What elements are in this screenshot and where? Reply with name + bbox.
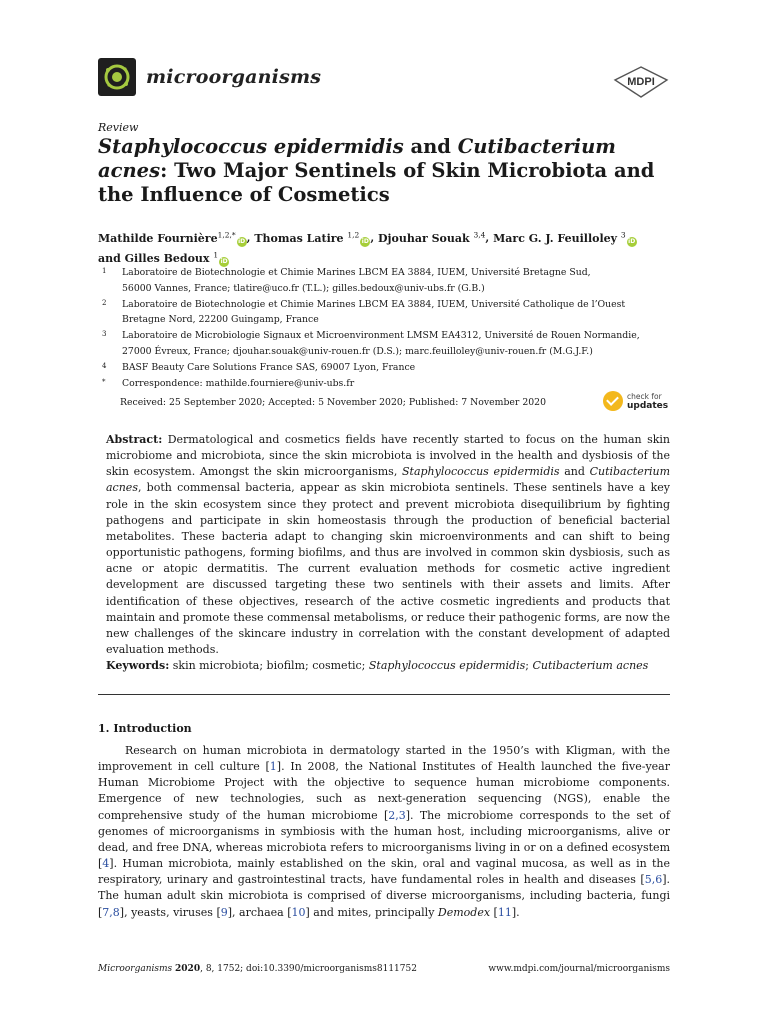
affiliations bbox=[102, 265, 682, 391]
journal-header bbox=[98, 58, 321, 96]
title-species-1: Staphylococcus epidermidis bbox=[98, 135, 404, 158]
author-list: Mathilde Fournière$^{1,2,*}$iD, Thomas Latire $^{1,2}$iD, Djouhar Souak $^{3,4}$, Marc G. J. Feuilloley $^3$iD and Gilles Bedoux $^1$iD bbox=[98, 230, 636, 266]
journal-name: microorganisms bbox=[146, 66, 322, 88]
author[interactable]: and Gilles Bedoux $^1$iD bbox=[98, 250, 228, 266]
orcid-icon[interactable]: iD bbox=[220, 258, 228, 266]
correspondence: * Correspondence: mathilde.fourniere@univ-ubs.fr bbox=[102, 377, 355, 389]
journal-logo-icon bbox=[98, 58, 136, 96]
section-divider bbox=[98, 694, 670, 695]
citation-link[interactable]: 2,3 bbox=[388, 808, 406, 822]
footer-citation: Microorganisms 2020, 8, 1752; doi:10.3390/microorganisms8111752 bbox=[98, 964, 417, 974]
keywords: Keywords: skin microbiota; biofilm; cosmetic; Staphylococcus epidermidis; Cutibacterium acnes bbox=[106, 659, 649, 672]
keywords-label: Keywords: bbox=[106, 659, 170, 672]
citation-link[interactable]: 9 bbox=[220, 905, 228, 919]
author[interactable]: Mathilde Fournière$^{1,2,*}$iD bbox=[98, 230, 246, 245]
author[interactable]: Djouhar Souak $^{3,4}$ bbox=[378, 230, 486, 245]
orcid-icon[interactable]: iD bbox=[628, 237, 636, 245]
title-and: and bbox=[403, 135, 458, 158]
citation-link[interactable]: 11 bbox=[497, 905, 512, 919]
mdpi-logo-icon bbox=[613, 66, 669, 98]
citation-link[interactable]: 7,8 bbox=[102, 905, 120, 919]
author[interactable]: Marc G. J. Feuilloley $^3$iD bbox=[493, 230, 636, 245]
affiliation-item: 2 Laboratoire de Biotechnologie et Chimie Marines LBCM EA 3884, IUEM, Université Catholique de l’Ouest Bretagne Nord, 22200 Guingamp, France bbox=[102, 298, 626, 326]
check-for-updates-badge[interactable]: check for updates bbox=[603, 391, 668, 411]
citation-link[interactable]: 5,6 bbox=[644, 873, 663, 887]
publication-dates: Received: 25 September 2020; Accepted: 5 November 2020; Published: 7 November 2020 bbox=[120, 397, 546, 408]
article-title bbox=[98, 135, 688, 207]
introduction-paragraph: Research on human microbiota in dermatology started in the 1950’s with Kligman, with the improvement in cell culture [1]. In 2008, the National Institutes of Health launched the five-year Human Microbiome Project with the objective to sequence human microbiome components. Emergence of new technologies, such as next-generation sequencing (NGS), enable the comprehensive study of the human microbiome [2,3]. The microbiome corresponds to the set of genomes of microorganisms in symbiosis with the human host, including microorganisms, alive or dead, and free DNA, whereas microbiota refers to microorganisms living in or on a defined ecosystem [4]. Human microbiota, mainly established on the skin, oral and vaginal mucosa, as well as in the respiratory, urinary and gastrointestinal tracts, have fundamental roles in health and diseases [5,6]. The human adult skin microbiota is comprised of diverse microorganisms, including bacteria, fungi [7,8], yeasts, viruses [9], archaea [10] and mites, principally Demodex [11]. bbox=[98, 744, 670, 919]
footer-journal-url[interactable]: www.mdpi.com/journal/microorganisms bbox=[488, 964, 670, 974]
citation-link[interactable]: 1 bbox=[269, 760, 277, 774]
section-heading: 1. Introduction bbox=[98, 722, 192, 735]
affiliation-item: 1 Laboratoire de Biotechnologie et Chimie Marines LBCM EA 3884, IUEM, Université Bretagne Sud, 56000 Vannes, France; tlatire@uco.fr (T.L.); gilles.bedoux@univ-ubs.fr (G.B.) bbox=[102, 267, 591, 294]
title-species-2: Cutibacterium acnes bbox=[98, 135, 616, 182]
affiliation-item: 4 BASF Beauty Care Solutions France SAS, 69007 Lyon, France bbox=[102, 361, 416, 373]
title-rest: : Two Major Sentinels of Skin Microbiota and the Influence of Cosmetics bbox=[98, 159, 655, 206]
orcid-icon[interactable]: iD bbox=[238, 237, 246, 245]
checkmark-icon bbox=[603, 391, 623, 411]
article-type: Review bbox=[98, 121, 139, 134]
citation-link[interactable]: 4 bbox=[102, 857, 110, 871]
orcid-icon[interactable]: iD bbox=[361, 237, 369, 245]
citation-link[interactable]: 10 bbox=[291, 905, 306, 919]
affiliation-item: 3 Laboratoire de Microbiologie Signaux et Microenvironment LMSM EA4312, Université de Rouen Normandie, 27000 Évreux, France; djouhar.souak@univ-rouen.fr (D.S.); marc.feuilloley@univ-rouen.fr (M.G.J.F.) bbox=[102, 330, 640, 357]
abstract-label: Abstract: bbox=[106, 433, 163, 446]
abstract: Abstract: Dermatological and cosmetics fields have recently started to focus on the human skin microbiome and microbiota, since the skin microbiota is involved in the health and dysbiosis of the skin ecosystem. Amongst the skin microorganisms, Staphylococcus epidermidis and Cutibacterium acnes, both commensal bacteria, appear as skin microbiota sentinels. These sentinels have a key role in the skin ecosystem since they protect and prevent microbiota disequilibrium by fighting pathogens and participate in skin homeostasis through the production of beneficial bacterial metabolites. These bacteria adapt to changing skin microenvironments and can shift to being opportunistic pathogens, forming biofilms, and thus are involved in common skin dysbiosis, such as acne or atopic dermatitis. The current evaluation methods for cosmetic active ingredient development are discussed targeting these two sentinels with their assets and limits. After identification of these objectives, research of the active cosmetic ingredients and products that maintain and promote these commensal metabolisms, or reduce their pathogenic forms, are now the new challenges of the skincare industry in correlation with the constant development of adapted evaluation methods. bbox=[106, 433, 670, 657]
mdpi-logo-text: MDPI bbox=[627, 76, 655, 88]
author[interactable]: Thomas Latire $^{1,2}$iD bbox=[254, 230, 369, 245]
